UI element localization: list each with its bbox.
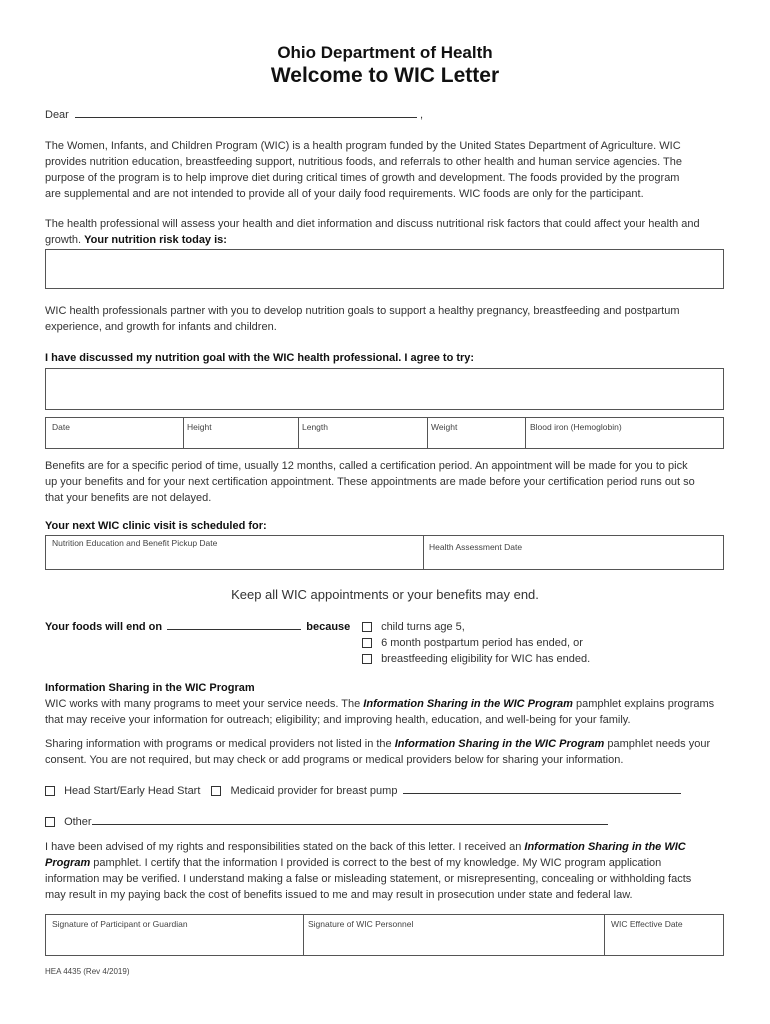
intro-line: provides nutrition education, breastfeeding support, nutritious foods, and referrals to other health and human service agencies. The (45, 156, 682, 168)
nutrition-risk-label: Your nutrition risk today is: (84, 234, 227, 246)
consent-line (45, 736, 735, 752)
signature-row (45, 914, 724, 956)
measure-length-label: Length (302, 422, 328, 432)
checkbox-breastfeeding[interactable] (362, 654, 372, 664)
measurements-row (45, 417, 724, 449)
cert-text: pamphlet. I certify that the information I provided is correct to the best of my knowledge. My WIC program application (90, 857, 662, 869)
assessment-paragraph (45, 216, 735, 248)
keep-appointments-notice: Keep all WIC appointments or your benefits may end. (231, 587, 539, 602)
medicaid-label: Medicaid provider for breast pump (230, 785, 398, 797)
cert-line (45, 839, 735, 855)
foods-end-line (45, 619, 350, 635)
nutrition-risk-field[interactable] (45, 249, 724, 289)
benefits-paragraph (45, 458, 735, 506)
greeting-line (45, 107, 423, 123)
partner-paragraph (45, 303, 735, 335)
consent-text: Sharing information with programs or medical providers not listed in the (45, 738, 395, 750)
recipient-name-field[interactable] (75, 107, 417, 118)
pamphlet-title: Information Sharing in the WIC Program (394, 738, 605, 750)
info-text: pamphlet explains programs (572, 698, 715, 710)
nutrition-goal-field[interactable] (45, 368, 724, 410)
consent-line: consent. You are not required, but may check or add programs or medical providers below for sharing your information. (45, 754, 624, 766)
other-label: Other (64, 816, 92, 828)
intro-line: are supplemental and are not intended to provide all of your daily food requirements. WIC foods are only for the participant. (45, 188, 644, 200)
dear-label: Dear (45, 109, 69, 121)
measure-height-label: Height (187, 422, 212, 432)
pickup-date-label: Nutrition Education and Benefit Pickup Date (52, 538, 218, 548)
intro-line: The Women, Infants, and Children Program (WIC) is a health program funded by the United States Department of Agriculture. WIC (45, 140, 681, 152)
assessment-date-label: Health Assessment Date (429, 542, 523, 552)
nutrition-goal-heading: I have discussed my nutrition goal with the WIC health professional. I agree to try: (45, 352, 475, 364)
effective-date-label: WIC Effective Date (611, 919, 683, 929)
option-label: breastfeeding eligibility for WIC has ended. (381, 653, 591, 665)
department-name: Ohio Department of Health (277, 43, 493, 62)
foods-end-options (362, 619, 590, 667)
medicaid-provider-field[interactable] (403, 783, 681, 794)
checkbox-other[interactable] (45, 817, 55, 827)
benefits-line: Benefits are for a specific period of time, usually 12 months, called a certification period. An appointment will be made for you to pick (45, 460, 688, 472)
because-label: because (306, 621, 351, 633)
personnel-signature-label: Signature of WIC Personnel (308, 919, 414, 929)
option-label: child turns age 5, (381, 621, 465, 633)
dear-comma: , (419, 109, 424, 121)
checkbox-medicaid[interactable] (211, 786, 221, 796)
page-title: Welcome to WIC Letter (270, 64, 500, 87)
assess-line2 (45, 232, 735, 248)
other-provider-field[interactable] (92, 814, 608, 825)
cert-line: information may be verified. I understand making a false or misleading statement, or misrepresenting, concealing or withholding facts (45, 873, 692, 885)
info-line: that may receive your information for outreach; eligibility; and improving health, education, and well-being for your family. (45, 714, 631, 726)
certification-paragraph (45, 839, 735, 903)
foods-end-label: Your foods will end on (45, 621, 163, 633)
partner-line: WIC health professionals partner with you to develop nutrition goals to support a healthy pregnancy, breastfeeding and postpartum (45, 305, 680, 317)
form-number: HEA 4435 (Rev 4/2019) (45, 967, 130, 976)
assess-line2-text: growth. (45, 234, 82, 246)
intro-paragraph (45, 138, 735, 202)
assess-line: The health professional will assess your health and diet information and discuss nutritional risk factors that could affect your health and (45, 218, 700, 230)
measure-weight-label: Weight (431, 422, 458, 432)
option-label: 6 month postpartum period has ended, or (381, 637, 583, 649)
pamphlet-title: Information Sharing in the WIC (524, 841, 686, 853)
benefits-line: up your benefits and for your next certification appointment. These appointments are made before your certification period runs out so (45, 476, 695, 488)
cert-line: may result in my paying back the cost of benefits issued to me and may result in prosecution under state and federal law. (45, 889, 633, 901)
pamphlet-title: Information Sharing in the WIC Program (363, 698, 573, 710)
option-breastfeeding (362, 651, 590, 667)
intro-line: purpose of the program is to help improve diet during critical times of growth and development. The foods provided by the program (45, 172, 680, 184)
share-other-row (45, 814, 608, 830)
checkbox-child-age[interactable] (362, 622, 372, 632)
info-text: WIC works with many programs to meet your service needs. The (45, 698, 364, 710)
option-child-age (362, 619, 590, 635)
measure-date-label: Date (52, 422, 70, 432)
foods-end-date-field[interactable] (167, 619, 301, 630)
info-line (45, 696, 735, 712)
checkbox-postpartum[interactable] (362, 638, 372, 648)
partner-line: experience, and growth for infants and children. (45, 321, 277, 333)
pamphlet-title: Program (45, 857, 91, 869)
benefits-line: that your benefits are not delayed. (45, 492, 212, 504)
next-visit-heading: Your next WIC clinic visit is scheduled for: (45, 520, 267, 532)
checkbox-head-start[interactable] (45, 786, 55, 796)
consent-text: pamphlet needs your (604, 738, 711, 750)
next-visit-fields (45, 535, 724, 570)
info-sharing-paragraph (45, 696, 735, 728)
consent-paragraph (45, 736, 735, 768)
cert-text: I have been advised of my rights and responsibilities stated on the back of this letter. I received an (45, 841, 525, 853)
info-sharing-heading: Information Sharing in the WIC Program (45, 682, 255, 694)
share-options-row (45, 783, 681, 799)
participant-signature-label: Signature of Participant or Guardian (52, 919, 188, 929)
cert-line (45, 855, 735, 871)
head-start-label: Head Start/Early Head Start (64, 785, 201, 797)
measure-blood-iron-label: Blood iron (Hemoglobin) (530, 422, 622, 432)
option-postpartum (362, 635, 590, 651)
